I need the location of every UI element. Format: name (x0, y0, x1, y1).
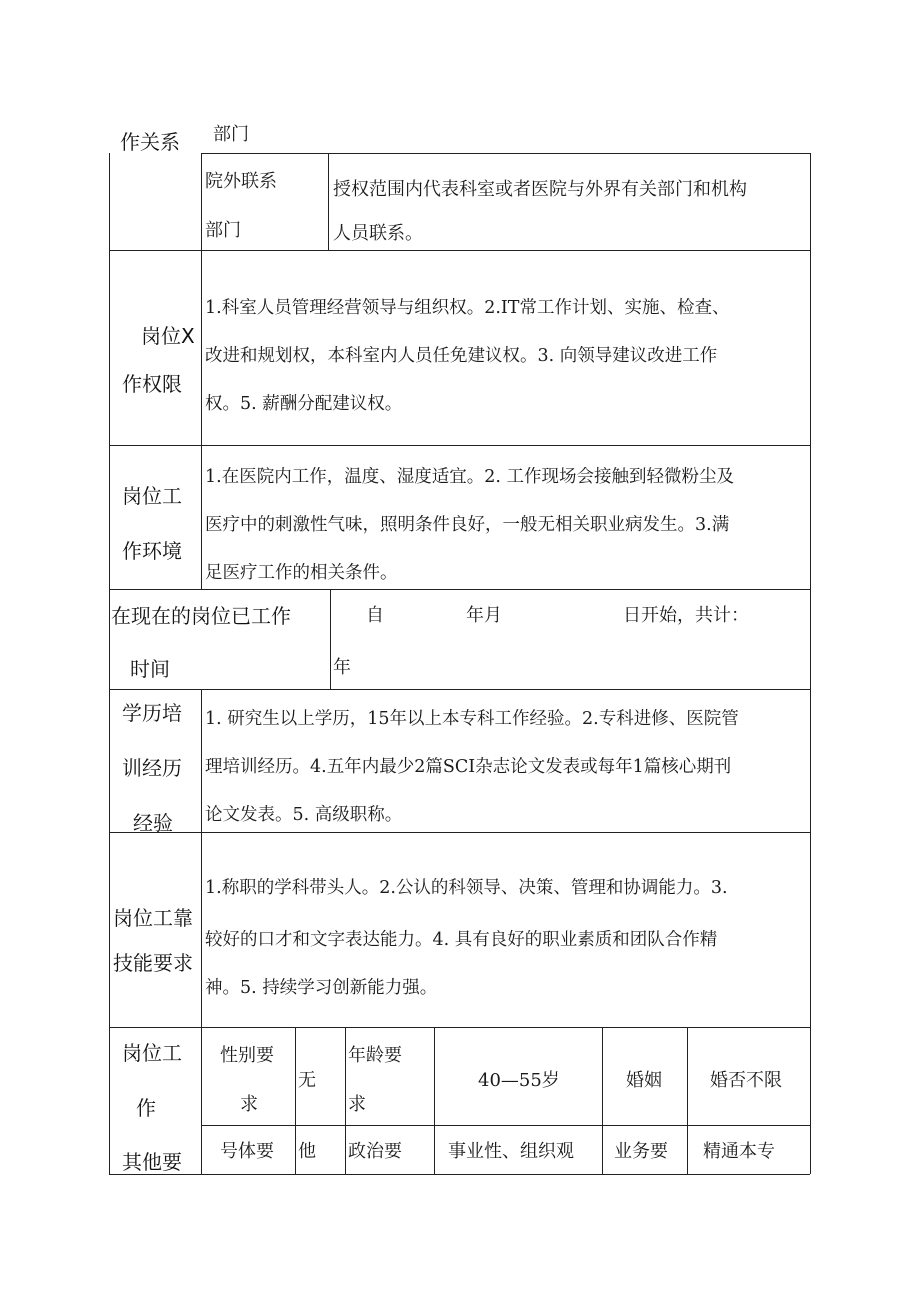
other-label: 其他要 (122, 1150, 182, 1174)
environment-text: 医疗中的刺激性气味，照明条件良好，一般无相关职业病发生。3.满 (205, 515, 730, 535)
grid-col (295, 1027, 296, 1174)
tenure-divider (330, 589, 331, 689)
outside-contact-label: 部门 (205, 220, 241, 241)
skills-text: 1.称职的学科带头人。2.公认的科领导、决策、管理和协调能力。3. (205, 878, 728, 898)
row-line (109, 1027, 810, 1028)
skills-label: 岗位工靠 (113, 906, 193, 930)
environment-text: 足医疗工作的相关条件。 (205, 563, 398, 583)
row-line (201, 153, 810, 154)
authority-text: 权。5. 薪酬分配建议权。 (205, 394, 403, 414)
label-column-divider (201, 153, 202, 589)
outside-contact-desc: 授权范围内代表科室或者医院与外界有关部门和机构 (333, 179, 747, 200)
gender-label: 性别要 (220, 1045, 274, 1066)
grid-col (687, 1027, 688, 1174)
skills-label: 技能要求 (113, 951, 193, 975)
authority-label: 作权限 (122, 372, 182, 396)
table-left-border (109, 153, 110, 1174)
table-right-border (810, 153, 811, 1174)
education-text: 理培训经历。4.五年内最少2篇SCI杂志论文发表或每年1篇核心期刊 (205, 757, 732, 777)
row-line (109, 445, 810, 446)
political-value: 事业性、组织观 (448, 1141, 574, 1162)
dept-continued-label: 部门 (213, 124, 249, 145)
skills-text: 较好的口才和文字表达能力。4. 具有良好的职业素质和团队合作精 (205, 930, 718, 950)
row-line (109, 1174, 810, 1175)
grid-col (602, 1027, 603, 1174)
outside-contact-divider (328, 153, 329, 250)
work-relations-label: 作关系 (120, 130, 180, 154)
skills-text: 神。5. 持续学习创新能力强。 (205, 978, 438, 998)
marriage-value: 婚否不限 (710, 1070, 782, 1091)
outside-contact-desc: 人员联系。 (333, 223, 423, 244)
tenure-year-month: 年月 (466, 605, 502, 626)
education-label: 训经历 (122, 756, 182, 780)
age-value: 40—55岁 (478, 1070, 560, 1091)
education-label: 经验 (133, 811, 173, 835)
tenure-year: 年 (333, 657, 351, 678)
grid-col (434, 1027, 435, 1174)
age-label: 年龄要 (348, 1045, 402, 1066)
education-text: 论文发表。5. 高级职称。 (205, 805, 403, 825)
environment-text: 1.在医院内工作，温度、湿度适宜。2. 工作现场会接触到轻微粉尘及 (205, 467, 734, 487)
tenure-label: 时间 (130, 657, 170, 681)
authority-text: 改进和规划权，本科室内人员任免建议权。3. 向领导建议改进工作 (205, 346, 718, 366)
education-text: 1. 研究生以上学历，15年以上本专科工作经验。2.专科进修、医院管 (205, 709, 739, 729)
authority-label: 岗位X (141, 324, 195, 348)
grid-col (345, 1027, 346, 1174)
tenure-from: 自 (366, 605, 384, 626)
business-label: 业务要 (614, 1141, 668, 1162)
age-label: 求 (348, 1094, 366, 1115)
marriage-label: 婚姻 (626, 1070, 662, 1091)
education-label: 学历培 (122, 701, 182, 725)
gender-value: 无 (298, 1070, 316, 1091)
row-line (109, 689, 810, 690)
label-column-divider (201, 689, 202, 1174)
row-line (201, 1125, 810, 1126)
other-label: 岗位工 (122, 1041, 182, 1065)
authority-text: 1.科室人员管理经营领导与组织权。2.IT常工作计划、实施、检查、 (205, 298, 730, 318)
political-label: 政治要 (348, 1141, 402, 1162)
environment-label: 岗位工 (122, 484, 182, 508)
health-value: 他 (298, 1141, 316, 1162)
gender-label: 求 (240, 1094, 258, 1115)
business-value: 精通本专 (703, 1141, 775, 1162)
other-label: 作 (136, 1096, 156, 1120)
row-line (109, 250, 810, 251)
health-label: 号体要 (220, 1141, 274, 1162)
tenure-day-start: 日开始，共计： (623, 605, 749, 626)
outside-contact-label: 院外联系 (205, 171, 277, 192)
environment-label: 作环境 (122, 539, 182, 563)
tenure-label: 在现在的岗位已工作 (111, 604, 291, 628)
